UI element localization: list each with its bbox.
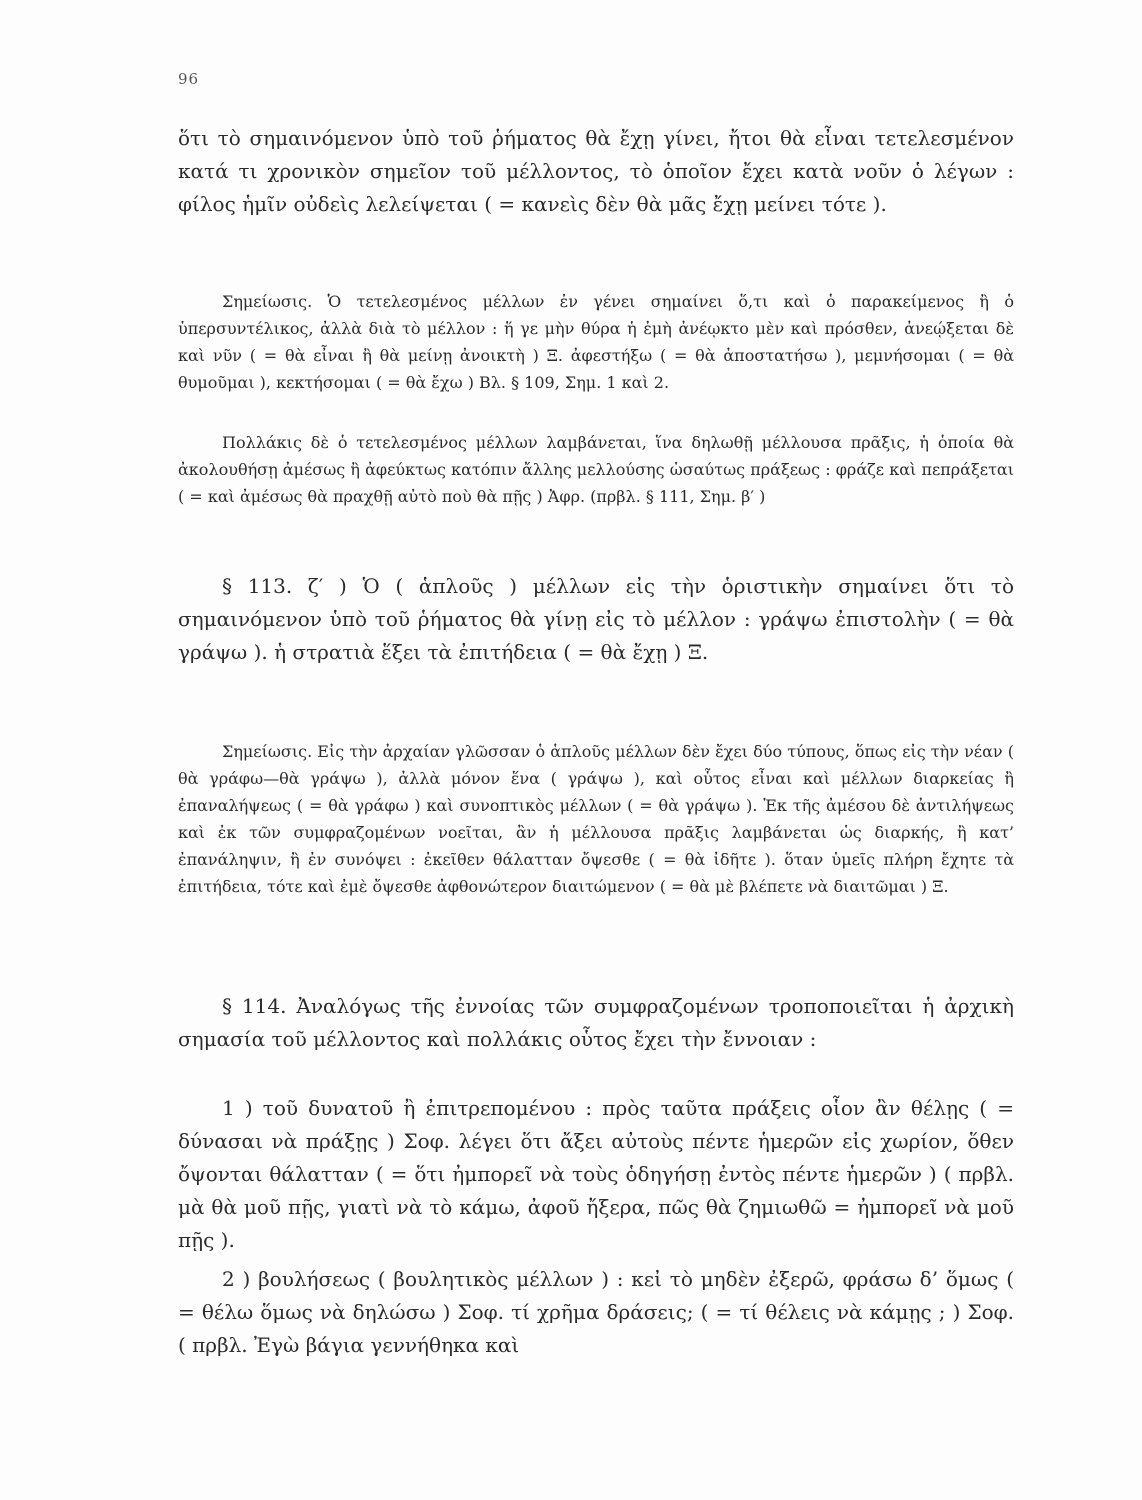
note-text: Σημείωσις. Εἰς τὴν ἀρχαίαν γλῶσσαν ὁ ἁπλοῦς μέλλων δὲν ἔχει δύο τύπους, ὅπως εἰς τὴν νέαν ( θὰ γράφω—θὰ γράψω ), ἀλλὰ μόνον ἕνα ( γράψω ), καὶ οὗτος εἶναι καὶ μέλλων διαρκείας ἢ ἐπαναλήψεως ( = θὰ γράφω ) καὶ συνοπτικὸς μέλλων ( = θὰ γράψω ). Ἐκ τῆς ἀμέσου δὲ ἀντιλήψεως καὶ ἐκ τῶν συμφραζομένων νοεῖται, ἂν ἡ μέλλουσα πρᾶξις λαμβάνεται ὡς διαρκής, ἢ κατ’ ἐπανάληψιν, ἢ ἐν συνόψει : ἐκεῖθεν θάλατταν ὄψεσθε ( = θὰ ἰδῆτε ). ὅταν ὑμεῖς πλήρη ἔχητε τὰ ἐπιτήδεια, τότε καὶ ἐμὲ ὄψεσθε ἀφθονώτερον διαιτώμενον ( = θὰ μὲ βλέπετε νὰ διαιτῶμαι ) Ξ. [178, 742, 1014, 896]
section-114 [178, 990, 1014, 1056]
paragraph-future-perfect-meaning [178, 122, 1014, 221]
section-text: § 114. Ἀναλόγως τῆς ἐννοίας τῶν συμφραζομένων τροποποιεῖται ἡ ἀρχικὴ σημασία τοῦ μέλλοντος καὶ πολλάκις οὗτος ἔχει τὴν ἔννοιαν : [178, 994, 1014, 1051]
item-text: 2 ) βουλήσεως ( βουλητικὸς μέλλων ) : κεἰ τὸ μηδὲν ἐξερῶ, φράσω δ’ ὅμως ( = θέλω ὅμως νὰ δηλώσω ) Σοφ. τί χρῆμα δράσεις; ( = τί θέλεις νὰ κάμῃς ; ) Σοφ. ( πρβλ. Ἐγὼ βάγια γεννήθηκα καὶ [178, 1267, 1014, 1357]
note-immediate-future [178, 429, 1014, 510]
item-volition [178, 1263, 1014, 1362]
page-number: 96 [178, 70, 200, 88]
note-simple-future [178, 738, 1014, 900]
note-text: Πολλάκις δὲ ὁ τετελεσμένος μέλλων λαμβάνεται, ἵνα δηλωθῇ μέλλουσα πρᾶξις, ἡ ὁποία θὰ ἀκολουθήσῃ ἀμέσως ἢ ἀφεύκτως κατόπιν ἄλλης μελλούσης ὡσαύτως πράξεως : φράζε καὶ πεπράξεται ( = καὶ ἀμέσως θὰ πραχθῇ αὐτὸ ποὺ θὰ πῇς ) Ἀφρ. (πρβλ. § 111, Σημ. β′ ) [178, 433, 1014, 506]
item-text: 1 ) τοῦ δυνατοῦ ἢ ἐπιτρεπομένου : πρὸς ταῦτα πράξεις οἷον ἂν θέλῃς ( = δύνασαι νὰ πράξῃς ) Σοφ. λέγει ὅτι ἄξει αὐτοὺς πέντε ἡμερῶν εἰς χωρίον, ὅθεν ὄψονται θάλατταν ( = ὅτι ἠμπορεῖ νὰ τοὺς ὁδηγήσῃ ἐντὸς πέντε ἡμερῶν ) ( πρβλ. μὰ θὰ μοῦ πῇς, γιατὶ νὰ τὸ κάμω, ἀφοῦ ἤξερα, πῶς θὰ ζημιωθῶ = ἠμπορεῖ νὰ μοῦ πῇς ). [178, 1096, 1014, 1252]
note-text: Σημείωσις. Ὁ τετελεσμένος μέλλων ἐν γένει σημαίνει ὅ,τι καὶ ὁ παρακείμενος ἢ ὁ ὑπερσυντέλικος, ἀλλὰ διὰ τὸ μέλλον : ἥ γε μὴν θύρα ἡ ἐμὴ ἀνέῳκτο μὲν καὶ πρόσθεν, ἀνεῴξεται δὲ καὶ νῦν ( = θὰ εἶναι ἢ θὰ μείνῃ ἀνοικτὴ ) Ξ. ἀφεστήξω ( = θὰ ἀποστατήσω ), μεμνήσομαι ( = θὰ θυμοῦμαι ), κεκτήσομαι ( = θὰ ἔχω ) Βλ. § 109, Σημ. 1 καὶ 2. [178, 292, 1014, 392]
note-future-perfect [178, 288, 1014, 396]
section-text: § 113. ζ′ ) Ὁ ( ἁπλοῦς ) μέλλων εἰς τὴν ὁριστικὴν σημαίνει ὅτι τὸ σημαινόμενον ὑπὸ τοῦ ῥήματος θὰ γίνῃ εἰς τὸ μέλλον : γράψω ἐπιστολὴν ( = θὰ γράψω ). ἡ στρατιὰ ἕξει τὰ ἐπιτήδεια ( = θὰ ἔχῃ ) Ξ. [178, 574, 1014, 664]
paragraph-text: ὅτι τὸ σημαινόμενον ὑπὸ τοῦ ῥήματος θὰ ἔχῃ γίνει, ἤτοι θὰ εἶναι τετελεσμένον κατά τι χρονικὸν σημεῖον τοῦ μέλλοντος, τὸ ὁποῖον ἔχει κατὰ νοῦν ὁ λέγων : φίλος ἡμῖν οὐδεὶς λελείψεται ( = κανεὶς δὲν θὰ μᾶς ἔχῃ μείνει τότε ). [178, 126, 1014, 216]
item-possibility [178, 1092, 1014, 1257]
section-113 [178, 570, 1014, 669]
